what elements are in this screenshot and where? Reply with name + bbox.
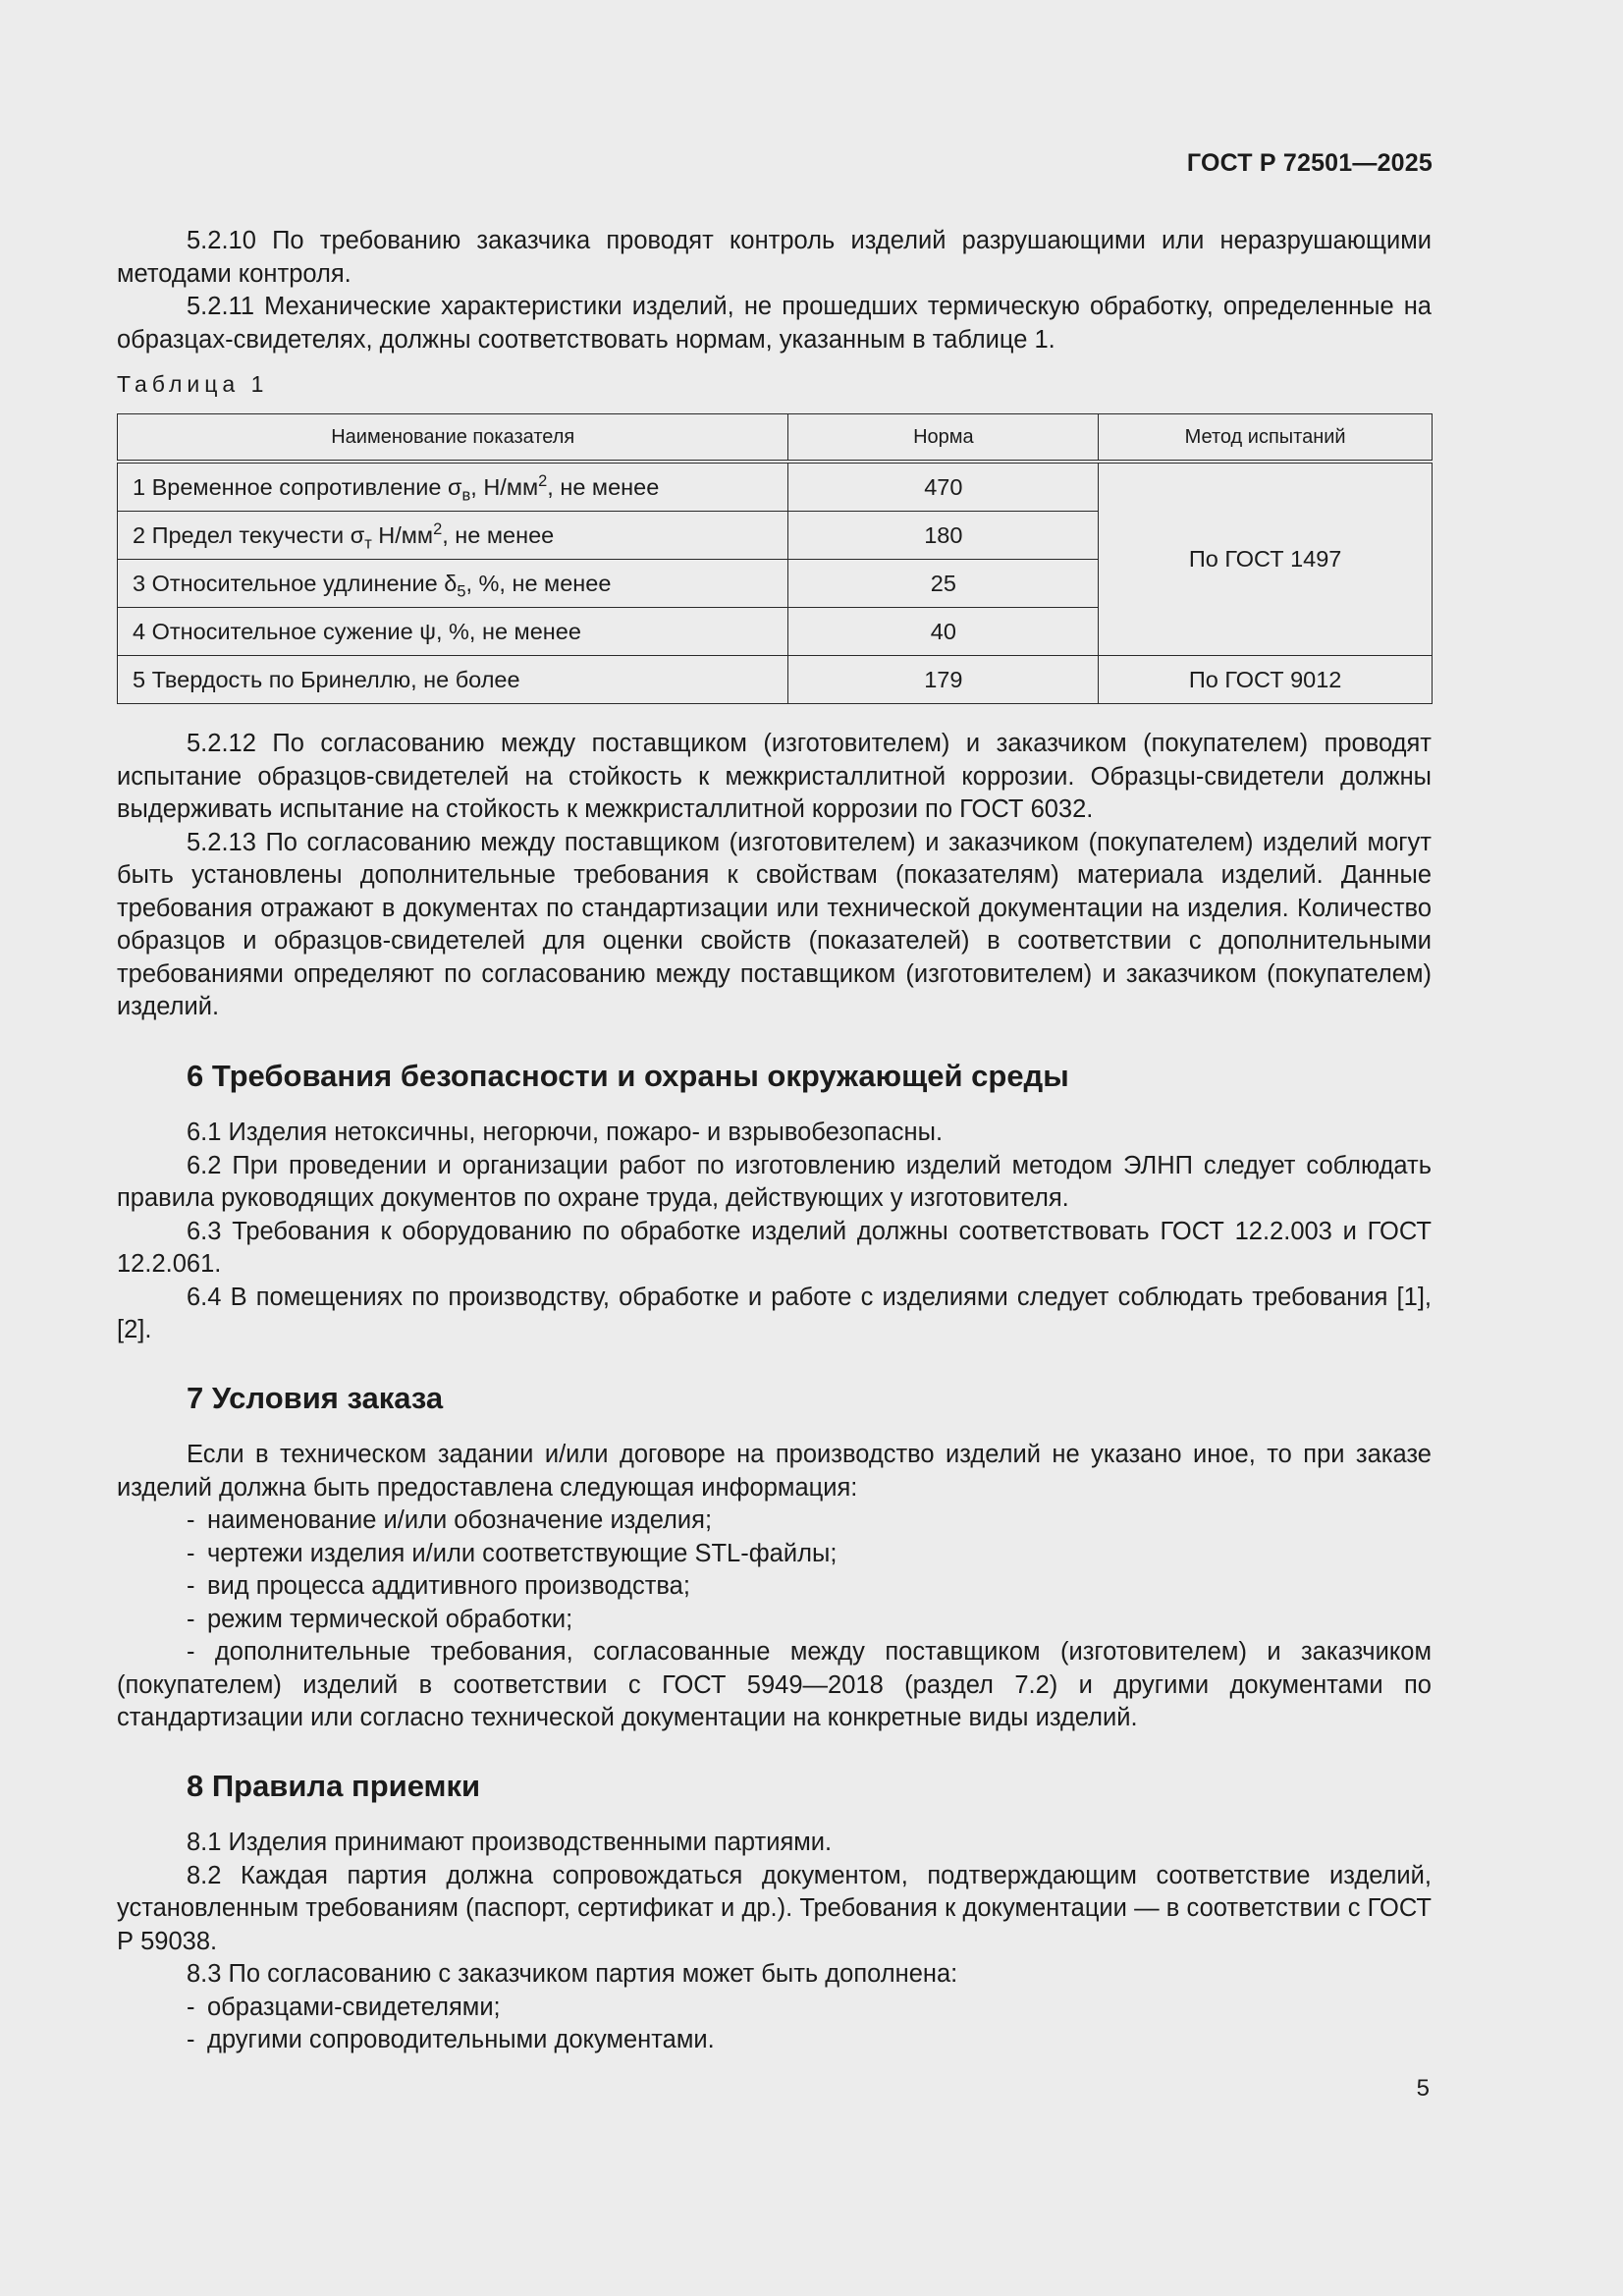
section-6-heading: 6 Требования безопасности и охраны окружающей среды bbox=[187, 1059, 1069, 1093]
paragraph-8-3: 8.3 По согласованию с заказчиком партия может быть дополнена: bbox=[187, 1960, 958, 1988]
indicator-cell: 2 Предел текучести $\sigma_т$ $Н/мм^2$, не менее bbox=[118, 512, 788, 560]
section-8-body bbox=[117, 1827, 1432, 2057]
paragraph-8-2: 8.2 Каждая партия должна сопровождаться документом, подтверждающим соответствие изделий, установленным требованиям (паспорт, сертификат и др.). Требования к документации — в соответствии с ГОСТ Р 59038. bbox=[117, 1861, 1432, 1955]
section-6-body bbox=[117, 1117, 1432, 1347]
indicator-cell: 3 Относительное удлинение $\delta_5$, %, не менее bbox=[118, 560, 788, 608]
norm-cell: 40 bbox=[788, 608, 1099, 656]
intro-block bbox=[117, 225, 1432, 356]
paragraph-5-2-11: 5.2.11 Механические характеристики изделий, не прошедших термическую обработку, определенные на образцах-свидетелях, должны соответствовать нормам, указанным в таблице 1. bbox=[117, 293, 1432, 354]
norm-cell: 180 bbox=[788, 512, 1099, 560]
indicator-cell: 5 Твердость по Бринеллю, не более bbox=[118, 656, 788, 704]
paragraph-6-3: 6.3 Требования к оборудованию по обработке изделий должны соответствовать ГОСТ 12.2.003 и ГОСТ 12.2.061. bbox=[117, 1217, 1432, 1278]
norm-cell: 25 bbox=[788, 560, 1099, 608]
table-row bbox=[118, 656, 1433, 704]
section-7-body bbox=[117, 1439, 1432, 1735]
section-5-continuation bbox=[117, 728, 1432, 1024]
table-row bbox=[118, 462, 1433, 512]
norm-cell: 470 bbox=[788, 462, 1099, 512]
section-7-heading: 7 Условия заказа bbox=[187, 1381, 444, 1415]
document-code: ГОСТ Р 72501—2025 bbox=[1186, 149, 1433, 177]
table-1 bbox=[117, 413, 1433, 704]
table-header-row bbox=[118, 414, 1433, 463]
header-method: Метод испытаний bbox=[1099, 414, 1433, 463]
list-item: - чертежи изделия и/или соответствующие STL-файлы; bbox=[187, 1539, 838, 1567]
paragraph-6-4: 6.4 В помещениях по производству, обработке и работе с изделиями следует соблюдать требования [1], [2]. bbox=[117, 1283, 1432, 1343]
list-item: - вид процесса аддитивного производства; bbox=[187, 1572, 690, 1600]
header-indicator: Наименование показателя bbox=[118, 414, 788, 463]
paragraph-8-1: 8.1 Изделия принимают производственными партиями. bbox=[187, 1829, 833, 1856]
paragraph-6-1: 6.1 Изделия нетоксичны, негорючи, пожаро- и взрывобезопасны. bbox=[187, 1119, 944, 1146]
indicator-cell: 1 Временное сопротивление $\sigma_в$, $Н/мм^2$, не менее bbox=[118, 462, 788, 512]
paragraph-5-2-10: 5.2.10 По требованию заказчика проводят контроль изделий разрушающими или неразрушающими методами контроля. bbox=[117, 227, 1432, 288]
list-item: - дополнительные требования, согласованные между поставщиком (изготовителем) и заказчиком (покупателем) изделий в соответствии с ГОСТ 5949—2018 (раздел 7.2) и другими документами по стандартизации или согласно технической документации на конкретные виды изделий. bbox=[117, 1638, 1432, 1731]
page-number: 5 bbox=[1416, 2075, 1430, 2102]
list-item: - образцами-свидетелями; bbox=[187, 1993, 501, 2021]
method-cell: По ГОСТ 9012 bbox=[1099, 656, 1433, 704]
norm-cell: 179 bbox=[788, 656, 1099, 704]
list-item: - режим термической обработки; bbox=[187, 1605, 573, 1633]
section-8-heading: 8 Правила приемки bbox=[187, 1769, 481, 1803]
indicator-cell: 4 Относительное сужение ψ, %, не менее bbox=[118, 608, 788, 656]
paragraph-6-2: 6.2 При проведении и организации работ по изготовлению изделий методом ЭЛНП следует соблюдать правила руководящих документов по охране труда, действующих у изготовителя. bbox=[117, 1151, 1432, 1212]
list-item: - другими сопроводительными документами. bbox=[187, 2026, 715, 2053]
paragraph-5-2-13: 5.2.13 По согласованию между поставщиком (изготовителем) и заказчиком (покупателем) изделий могут быть установлены дополнительные требования к свойствам (показателям) материала изделий. Данные требования отражают в документах по стандартизации или технической документации на изделия. Количество образцов и образцов-свидетелей для оценки свойств (показателей) в соответствии с дополнительными требованиями определяют по согласованию между поставщиком (изготовителем) и заказчиком (покупателем) изделий. bbox=[117, 828, 1432, 1020]
header-norm: Норма bbox=[788, 414, 1099, 463]
table-caption: Таблица 1 bbox=[117, 371, 269, 397]
paragraph-5-2-12: 5.2.12 По согласованию между поставщиком (изготовителем) и заказчиком (покупателем) проводят испытание образцов-свидетелей на стойкость к межкристаллитной коррозии. Образцы-свидетели должны выдерживать испытание на стойкость к межкристаллитной коррозии по ГОСТ 6032. bbox=[117, 730, 1432, 823]
section-7-intro: Если в техническом задании и/или договоре на производство изделий не указано иное, то при заказе изделий должна быть предоставлена следующая информация: bbox=[117, 1441, 1432, 1502]
list-item: - наименование и/или обозначение изделия; bbox=[187, 1506, 713, 1534]
method-cell: По ГОСТ 1497 bbox=[1099, 462, 1433, 656]
